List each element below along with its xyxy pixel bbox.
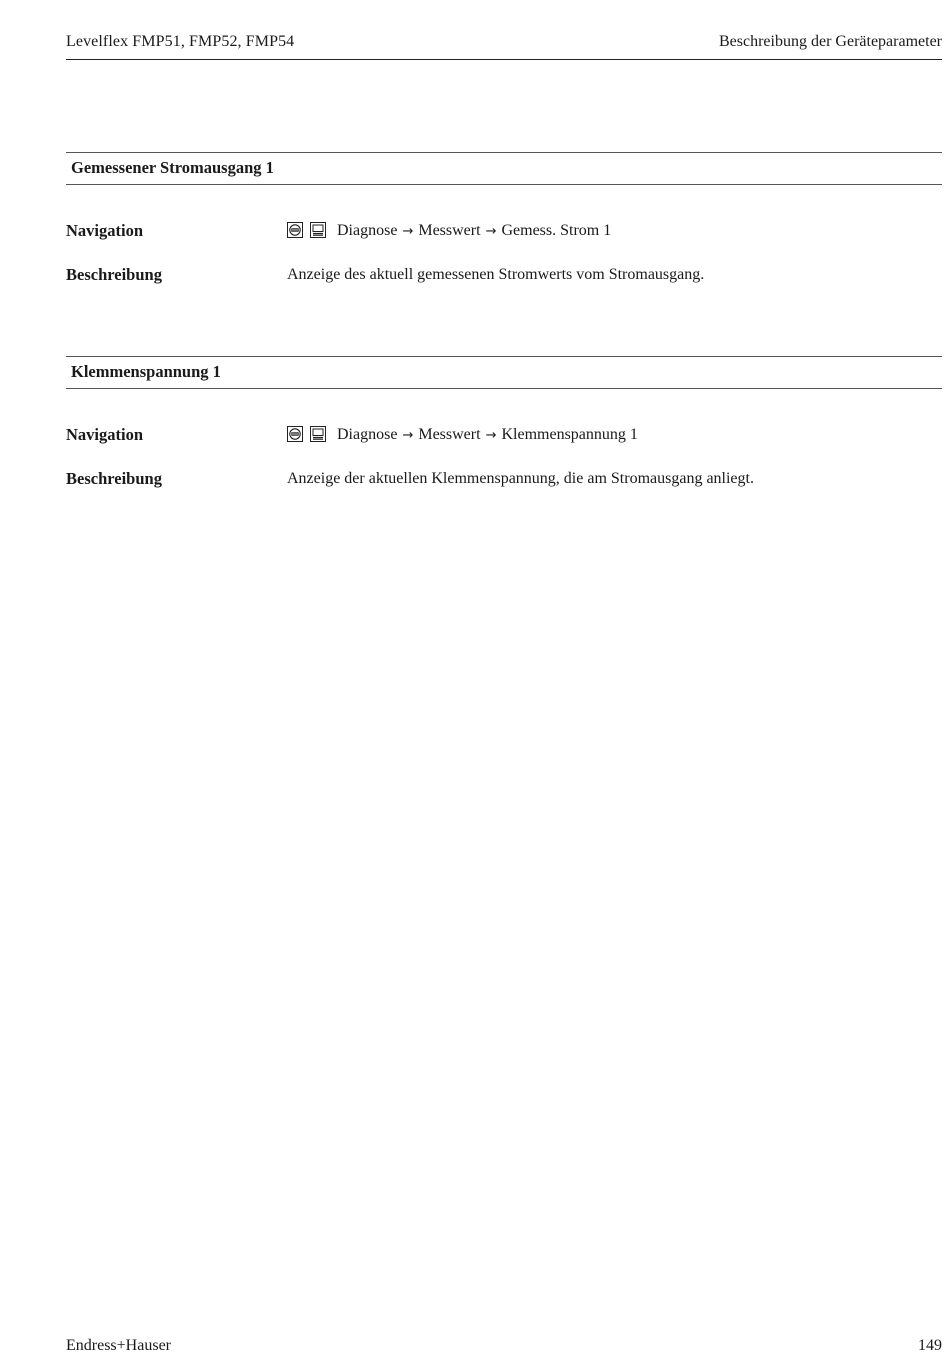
page-number: 149 bbox=[918, 1337, 942, 1354]
section-title: Klemmenspannung 1 bbox=[71, 362, 221, 381]
arrow-right-icon: → bbox=[485, 224, 497, 239]
section-title: Gemessener Stromausgang 1 bbox=[71, 158, 274, 177]
nav-step: Diagnose bbox=[337, 222, 398, 239]
arrow-right-icon: → bbox=[485, 428, 497, 443]
navigation-icons bbox=[287, 222, 329, 243]
page-header bbox=[66, 30, 942, 60]
section-title-bar bbox=[66, 356, 942, 389]
header-chapter: Beschreibung der Geräteparameter bbox=[719, 33, 942, 50]
description-text: Anzeige der aktuellen Klemmenspannung, die am Stromausgang anliegt. bbox=[287, 470, 754, 487]
navigation-path bbox=[287, 222, 611, 243]
expert-mode-icon bbox=[287, 222, 303, 238]
nav-step: Diagnose bbox=[337, 426, 398, 443]
display-icon bbox=[310, 426, 326, 442]
parameter-section bbox=[66, 356, 942, 488]
footer-company: Endress+Hauser bbox=[66, 1337, 171, 1354]
description-label: Beschreibung bbox=[66, 469, 162, 488]
nav-step: Messwert bbox=[418, 222, 481, 239]
expert-mode-icon bbox=[287, 426, 303, 442]
arrow-right-icon: → bbox=[402, 224, 414, 239]
arrow-right-icon: → bbox=[402, 428, 414, 443]
header-product: Levelflex FMP51, FMP52, FMP54 bbox=[66, 33, 295, 50]
nav-step: Messwert bbox=[418, 426, 481, 443]
navigation-path bbox=[287, 426, 638, 447]
nav-step: Gemess. Strom 1 bbox=[501, 222, 612, 239]
navigation-label: Navigation bbox=[66, 221, 144, 240]
display-icon bbox=[310, 222, 326, 238]
description-text: Anzeige des aktuell gemessenen Stromwerts vom Stromausgang. bbox=[287, 266, 705, 283]
navigation-icons bbox=[287, 426, 329, 447]
navigation-label: Navigation bbox=[66, 425, 144, 444]
section-title-bar bbox=[66, 152, 942, 185]
description-label: Beschreibung bbox=[66, 265, 162, 284]
parameter-section bbox=[66, 152, 942, 284]
nav-step: Klemmenspannung 1 bbox=[501, 426, 638, 443]
